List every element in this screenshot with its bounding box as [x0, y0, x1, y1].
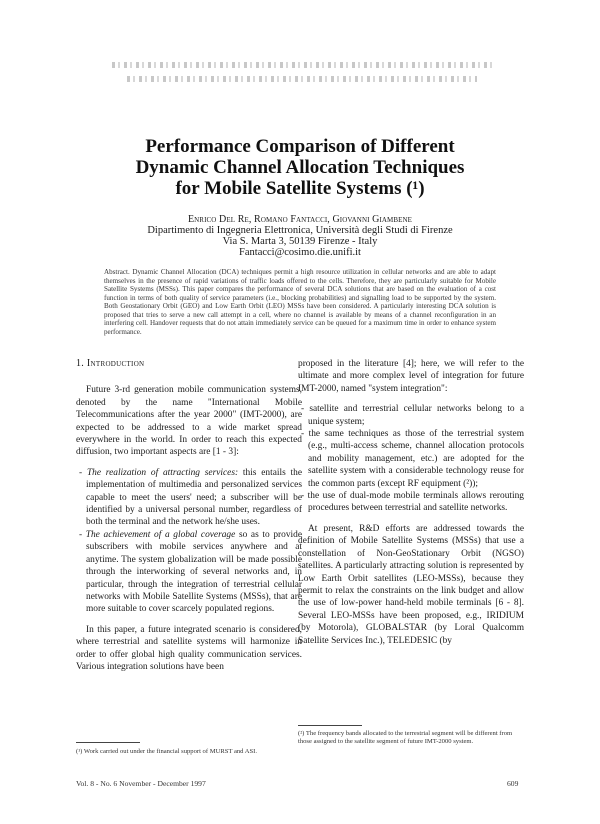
bullet-list: [298, 403, 524, 515]
paragraph: In this paper, a future integrated scenario is considered, where terrestrial and satellite systems will harmonize in order to offer global high quality communication services. Various integration solutions have been: [76, 624, 302, 672]
paper-title: [0, 136, 600, 199]
bullet-item: - the same techniques as those of the terrestrial system (e.g., multi-access scheme, channel allocation protocols and mobility management, etc.) are adopted for the satellite system with a considerable technology reuse for the common parts (except RF equipment (²));: [298, 428, 524, 490]
section-heading: [76, 358, 302, 370]
footer-journal-info: Vol. 8 - No. 6 November - December 1997: [76, 779, 206, 788]
title-line: Dynamic Channel Allocation Techniques: [135, 157, 465, 178]
author-block: [0, 214, 600, 258]
bullet-lead: The realization of attracting services:: [86, 467, 239, 478]
footnote-1: (¹) Work carried out under the financial support of MURST and ASI.: [76, 748, 258, 755]
bullet-text: so as to provide subscribers with mobile services anywhere and at anytime. The system globalization will be made possible through the interworking of several networks and, in particular, through the integration of terrestrial cellular networks with Mobile Satellite Systems (MSSs), that are more suitable to cover scarcely populated regions.: [86, 529, 302, 615]
header-line: [127, 76, 477, 82]
abstract: Abstract. Dynamic Channel Allocation (DCA) techniques permit a high resource utilization in cellular networks and are able to adapt themselves in the presence of rapid variations of traffic loads offered to the cells. Therefore, they are particularly suitable for Mobile Satellite Systems (MSSs). This paper compares the performance of several DCA solutions that are based on the evaluation of a cost function in terms of both quality of service parameters (i.e., blocking probabilities) and signalling load to be supported by the system. Both Geostationary Orbit (GEO) and Low Earth Orbit (LEO) MSSs have been considered. A particularly interesting DCA solution is proposed that tries to serve a new call attempt in a cell, where no channel is available by means of a channel reconfiguration in an interfering cell. Handover requests that do not attain immediately service can be queued for a maximum time in order to enhance system performance.: [104, 268, 496, 336]
section-title: Introduction: [86, 358, 145, 369]
title-line: for Mobile Satellite Systems (¹): [175, 178, 425, 199]
footnote-rule: [76, 742, 140, 743]
header-running-text: [112, 62, 492, 90]
email: Fantacci@cosimo.die.unifi.it: [239, 247, 361, 258]
header-line: [112, 62, 492, 68]
bullet-text: this entails the implementation of multimedia and personalized services capable to meet the users' need; a subscriber will be identified by a universal personal number, regardless of both the terminal and the network he/she uses.: [86, 467, 302, 528]
bullet-lead: The achievement of a global coverage: [85, 529, 236, 540]
author-names: Enrico Del Re, Romano Fantacci, Giovanni Giambene: [187, 214, 413, 225]
bullet-list: [76, 467, 302, 616]
title-line: Performance Comparison of Different: [145, 136, 455, 157]
address: Via S. Marta 3, 50139 Firenze - Italy: [222, 236, 378, 247]
section-number: 1.: [76, 358, 85, 369]
paragraph: At present, R&D efforts are addressed towards the definition of Mobile Satellite Systems (MSSs) that use a constellation of Non-GeoStationary Orbit (NGSO) satellites. A particularly attracting solution is represented by Low Earth Orbit satellites (LEO-MSSs), because they permit to relax the constraints on the link budget and allow the use of low-power hand-held mobile terminals [6 - 8]. Several LEO-MSSs have been proposed, e.g., IRIDIUM (by Motorola), GLOBALSTAR (by Loral Qualcomm Satellite Services Inc.), TELEDESIC (by: [298, 523, 524, 646]
affiliation: Dipartimento di Ingegneria Elettronica, Università degli Studi di Firenze: [147, 225, 453, 236]
bullet-item: - the use of dual-mode mobile terminals allows rerouting procedures between terrestrial and satellite networks.: [298, 490, 524, 515]
bullet-item: - satellite and terrestrial cellular networks belong to a unique system;: [298, 403, 524, 428]
bullet-item: [76, 529, 302, 616]
page-number: 609: [507, 779, 519, 788]
bullet-item: [76, 467, 302, 529]
footnote-rule: [298, 725, 362, 726]
paragraph: Future 3-rd generation mobile communication systems, denoted by the name "International Mobile Telecommunications after the year 2000" (IMT-2000), are expected to be addressed to a wide market spread everywhere in the world. In order to reach this expected diffusion, two important aspects are [1 - 3]:: [76, 385, 302, 458]
footnote-2: (²) The frequency bands allocated to the terrestrial segment will be different from those assigned to the satellite segment of future IMT-2000 system.: [298, 730, 513, 745]
paragraph: proposed in the literature [4]; here, we will refer to the ultimate and more complex level of integration for future IMT-2000, named "system integration":: [298, 359, 524, 394]
right-column: [298, 358, 524, 647]
left-column: [76, 358, 302, 673]
